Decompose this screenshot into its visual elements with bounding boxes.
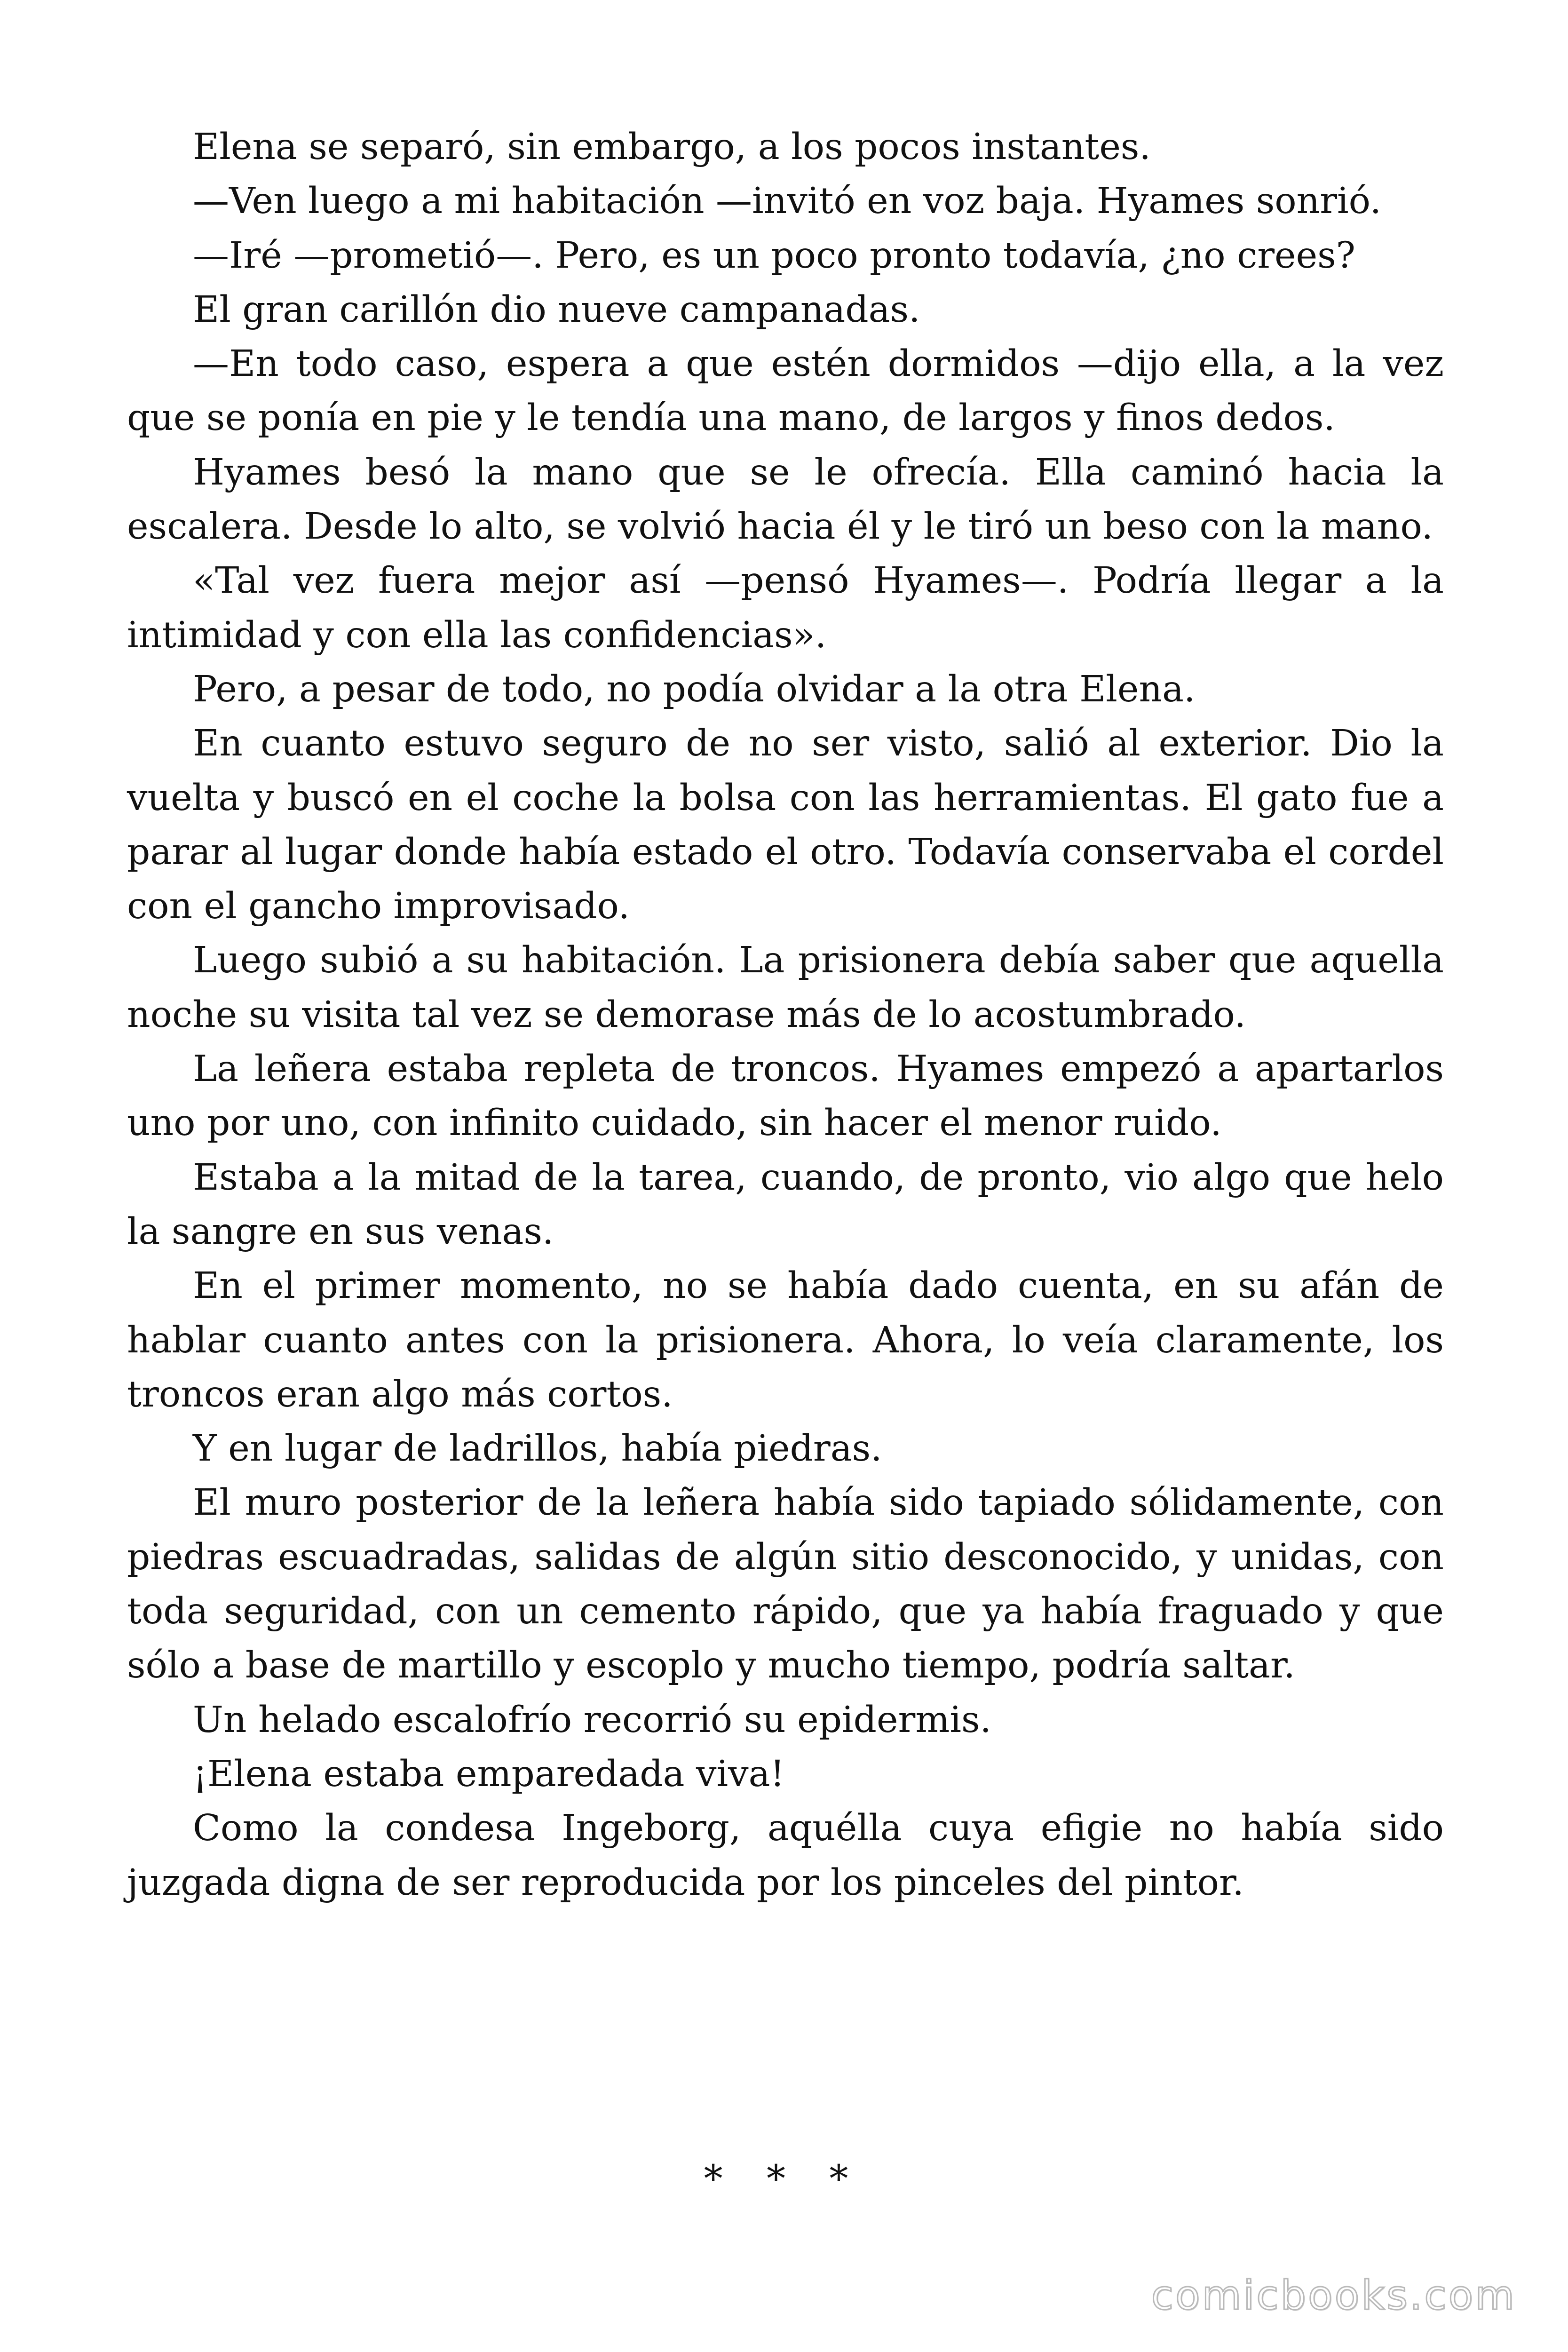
paragraph: Pero, a pesar de todo, no podía olvidar a la otra Elena. [193,668,1196,710]
paragraph: Estaba a la mitad de la tarea, cuando, de pronto, vio algo que helo la sangre en sus venas. [127,1156,1444,1253]
paragraph: Hyames besó la mano que se le ofrecía. Ella caminó hacia la escalera. Desde lo alto, se volvió hacia él y le tiró un beso con la mano. [127,451,1444,548]
paragraph: Como la condesa Ingeborg, aquélla cuya efigie no había sido juzgada digna de ser reproducida por los pinceles del pintor. [127,1807,1444,1904]
paragraph: ¡Elena estaba emparedada viva! [193,1753,785,1795]
watermark-text: comicbooks.com [1151,2272,1516,2319]
paragraph: «Tal vez fuera mejor así —pensó Hyames—. Podría llegar a la intimidad y con ella las confidencias». [127,560,1444,656]
paragraph: Luego subió a su habitación. La prisionera debía saber que aquella noche su visita tal vez se demorase más de lo acostumbrado. [127,939,1444,1036]
paragraph: —Iré —prometió—. Pero, es un poco pronto todavía, ¿no crees? [193,234,1355,277]
paragraph: El muro posterior de la leñera había sido tapiado sólidamente, con piedras escuadradas, salidas de algún sitio desconocido, y unidas, con toda seguridad, con un cemento rápido, que ya había fraguado y que sólo a base de martillo y escoplo y mucho tiempo, podría saltar. [127,1482,1444,1687]
paragraph: El gran carillón dio nueve campanadas. [193,288,920,331]
paragraph: —Ven luego a mi habitación —invitó en voz baja. Hyames sonrió. [193,180,1382,222]
paragraph: —En todo caso, espera a que estén dormidos —dijo ella, a la vez que se ponía en pie y le tendía una mano, de largos y finos dedos. [127,343,1444,439]
paragraph: En cuanto estuvo seguro de no ser visto, salió al exterior. Dio la vuelta y buscó en el coche la bolsa con las herramientas. El gato fue a parar al lugar donde había estado el otro. Todavía conservaba el cordel con el gancho improvisado. [127,723,1444,928]
section-separator: * * * [704,2157,864,2201]
paragraph: Y en lugar de ladrillos, había piedras. [193,1428,882,1470]
paragraph: En el primer momento, no se había dado cuenta, en su afán de hablar cuanto antes con la prisionera. Ahora, lo veía claramente, los troncos eran algo más cortos. [127,1265,1444,1415]
paragraph: Un helado escalofrío recorrió su epidermis. [193,1699,991,1741]
body-text [127,120,1444,1910]
paragraph: Elena se separó, sin embargo, a los pocos instantes. [193,126,1151,168]
paragraph: La leñera estaba repleta de troncos. Hyames empezó a apartarlos uno por uno, con infinito cuidado, sin hacer el menor ruido. [127,1048,1444,1144]
